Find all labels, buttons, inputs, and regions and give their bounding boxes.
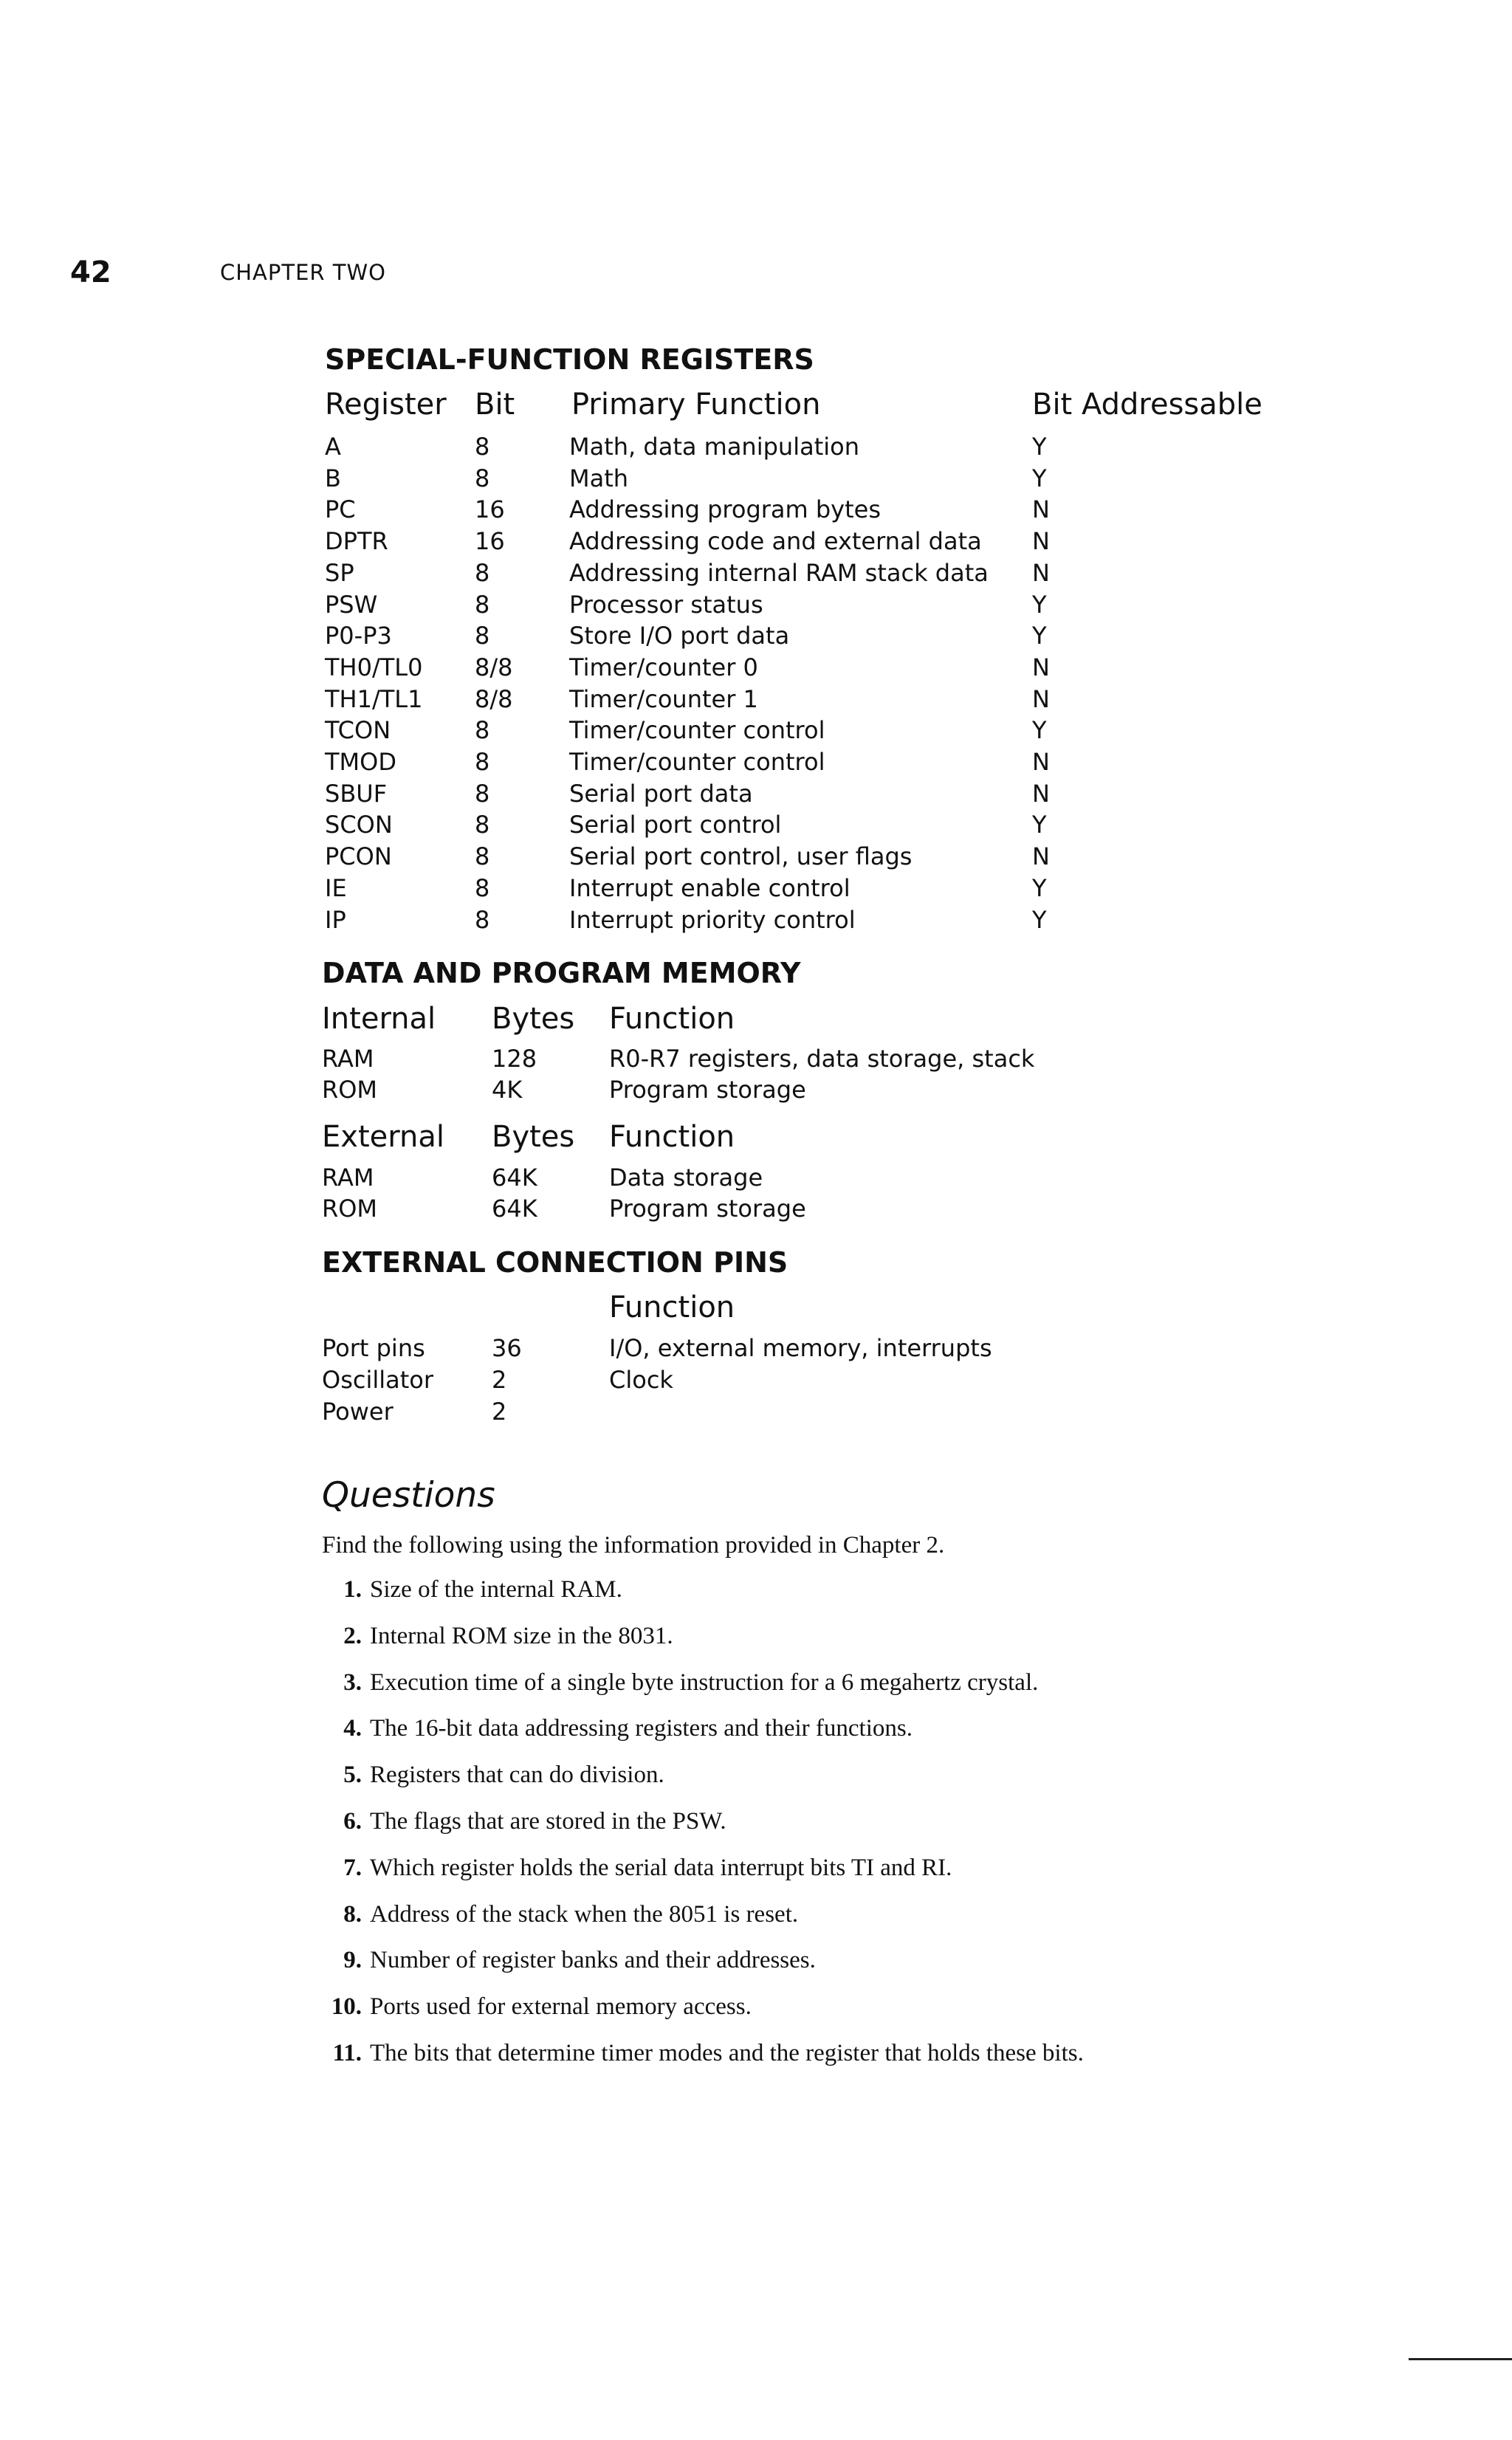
question-item (0, 1855, 1512, 1891)
pin-function: I/O, external memory, interrupts (609, 1334, 992, 1362)
memory-function: Program storage (609, 1076, 806, 1104)
internal-row (0, 1076, 1512, 1107)
sfr-row (0, 591, 1512, 622)
register-bits: 8/8 (475, 684, 513, 713)
question-text: The bits that determine timer modes and the register that holds these bits. (370, 2040, 1084, 2066)
pin-function: Clock (609, 1366, 673, 1394)
pins-section-title: EXTERNAL CONNECTION PINS (322, 1246, 788, 1279)
memory-kind: RAM (322, 1045, 374, 1073)
register-function: Addressing internal RAM stack data (569, 558, 989, 587)
sfr-row (0, 685, 1512, 717)
chapter-title: CHAPTER TWO (220, 260, 387, 285)
bit-addressable-value: N (1032, 748, 1050, 776)
register-bits: 8 (475, 590, 490, 619)
bit-addressable-value: Y (1032, 811, 1047, 839)
register-function: Math, data manipulation (569, 433, 859, 461)
register-name: TH1/TL1 (325, 684, 423, 713)
question-text: Number of register banks and their addresses. (370, 1947, 816, 1974)
register-name: PC (325, 495, 356, 524)
register-bits: 8/8 (475, 653, 513, 681)
memory-bytes: 64K (492, 1195, 537, 1223)
register-function: Serial port data (569, 779, 753, 808)
memory-function: Data storage (609, 1164, 763, 1192)
question-item (0, 1947, 1512, 1984)
pin-count: 36 (492, 1334, 522, 1362)
question-text: Registers that can do division. (370, 1762, 664, 1789)
sfr-section-title: SPECIAL-FUNCTION REGISTERS (325, 343, 814, 376)
internal-row (0, 1045, 1512, 1076)
register-bits: 16 (475, 527, 505, 556)
register-function: Addressing program bytes (569, 495, 882, 524)
memory-kind: RAM (322, 1164, 374, 1192)
external-row (0, 1164, 1512, 1195)
external-header-bytes: Bytes (492, 1120, 575, 1154)
question-item (0, 1808, 1512, 1845)
bit-addressable-value: N (1032, 653, 1050, 681)
sfr-row (0, 842, 1512, 874)
memory-function: Program storage (609, 1195, 806, 1223)
question-item (0, 1623, 1512, 1660)
memory-section-title: DATA AND PROGRAM MEMORY (322, 957, 801, 989)
bit-addressable-value: Y (1032, 905, 1047, 934)
sfr-row (0, 464, 1512, 496)
question-text: Address of the stack when the 8051 is reset. (370, 1900, 799, 1928)
memory-bytes: 64K (492, 1164, 537, 1192)
register-bits: 8 (475, 622, 490, 650)
question-item (0, 1993, 1512, 2030)
register-bits: 8 (475, 873, 490, 902)
external-header-kind: External (322, 1120, 444, 1154)
pin-row (0, 1334, 1512, 1366)
register-function: Timer/counter control (569, 748, 825, 776)
question-text: Internal ROM size in the 8031. (370, 1622, 673, 1649)
register-bits: 8 (475, 558, 490, 587)
internal-header-kind: Internal (322, 1002, 436, 1036)
register-function: Processor status (569, 590, 763, 619)
bit-addressable-value: Y (1032, 590, 1047, 619)
register-bits: 8 (475, 464, 490, 492)
bit-addressable-value: Y (1032, 622, 1047, 650)
pin-row (0, 1398, 1512, 1429)
sfr-header-bit: Bit (475, 388, 515, 422)
sfr-row (0, 716, 1512, 748)
register-name: PSW (325, 590, 378, 619)
question-item (0, 1901, 1512, 1938)
pin-name: Port pins (322, 1334, 425, 1362)
register-function: Interrupt priority control (569, 905, 856, 934)
sfr-row (0, 748, 1512, 780)
register-name: SCON (325, 811, 393, 839)
sfr-header-bit-addressable: Bit Addressable (1032, 388, 1262, 422)
question-text: The flags that are stored in the PSW. (370, 1808, 726, 1835)
register-name: TMOD (325, 748, 396, 776)
register-name: PCON (325, 842, 392, 871)
register-bits: 16 (475, 495, 505, 524)
sfr-row (0, 495, 1512, 527)
page-edge-rule (1409, 2358, 1512, 2360)
register-name: IP (325, 905, 346, 934)
page-number: 42 (70, 255, 111, 289)
question-number: 9. (343, 1947, 362, 1974)
pins-header-function: Function (609, 1291, 735, 1324)
register-name: IE (325, 873, 347, 902)
question-text: Ports used for external memory access. (370, 1993, 752, 2021)
pin-row (0, 1366, 1512, 1398)
register-function: Store I/O port data (569, 622, 790, 650)
question-text: Execution time of a single byte instruction for a 6 megahertz crystal. (370, 1669, 1039, 1696)
register-name: B (325, 464, 341, 492)
register-function: Timer/counter 0 (569, 653, 758, 681)
question-text: Which register holds the serial data interrupt bits TI and RI. (370, 1854, 952, 1881)
sfr-row (0, 527, 1512, 559)
register-function: Timer/counter control (569, 716, 825, 745)
question-text: Size of the internal RAM. (370, 1576, 622, 1603)
sfr-row (0, 433, 1512, 464)
question-number: 4. (343, 1715, 362, 1742)
sfr-row (0, 811, 1512, 842)
register-bits: 8 (475, 811, 490, 839)
questions-intro: Find the following using the information provided in Chapter 2. (322, 1532, 945, 1558)
questions-title: Questions (322, 1475, 495, 1516)
sfr-header-register: Register (325, 388, 447, 422)
bit-addressable-value: Y (1032, 716, 1047, 745)
sfr-row (0, 906, 1512, 938)
register-bits: 8 (475, 433, 490, 461)
bit-addressable-value: N (1032, 527, 1050, 556)
register-bits: 8 (475, 905, 490, 934)
bit-addressable-value: N (1032, 842, 1050, 871)
internal-header-bytes: Bytes (492, 1002, 575, 1036)
pin-name: Power (322, 1398, 394, 1426)
memory-kind: ROM (322, 1195, 378, 1223)
memory-kind: ROM (322, 1076, 378, 1104)
bit-addressable-value: Y (1032, 873, 1047, 902)
bit-addressable-value: N (1032, 684, 1050, 713)
register-name: SP (325, 558, 354, 587)
question-text: The 16-bit data addressing registers and their functions. (370, 1715, 913, 1742)
register-bits: 8 (475, 779, 490, 808)
pin-name: Oscillator (322, 1366, 434, 1394)
memory-bytes: 128 (492, 1045, 537, 1073)
register-name: TH0/TL0 (325, 653, 423, 681)
pin-count: 2 (492, 1366, 507, 1394)
question-number: 2. (343, 1622, 362, 1649)
register-bits: 8 (475, 716, 490, 745)
memory-function: R0-R7 registers, data storage, stack (609, 1045, 1035, 1073)
question-number: 5. (343, 1762, 362, 1789)
question-number: 6. (343, 1808, 362, 1835)
bit-addressable-value: N (1032, 779, 1050, 808)
question-number: 8. (343, 1900, 362, 1928)
question-item (0, 1576, 1512, 1613)
question-item (0, 2040, 1512, 2077)
internal-header-function: Function (609, 1002, 735, 1036)
sfr-header-function: Primary Function (571, 388, 821, 422)
register-function: Interrupt enable control (569, 873, 850, 902)
register-name: P0-P3 (325, 622, 392, 650)
bit-addressable-value: Y (1032, 464, 1047, 492)
register-name: DPTR (325, 527, 388, 556)
question-item (0, 1762, 1512, 1798)
register-name: SBUF (325, 779, 388, 808)
question-number: 10. (331, 1993, 362, 2021)
register-function: Serial port control (569, 811, 782, 839)
register-function: Timer/counter 1 (569, 684, 758, 713)
bit-addressable-value: N (1032, 558, 1050, 587)
bit-addressable-value: N (1032, 495, 1050, 524)
bit-addressable-value: Y (1032, 433, 1047, 461)
register-function: Serial port control, user flags (569, 842, 913, 871)
register-name: A (325, 433, 341, 461)
memory-bytes: 4K (492, 1076, 523, 1104)
external-row (0, 1195, 1512, 1226)
sfr-row (0, 874, 1512, 906)
sfr-row (0, 780, 1512, 811)
external-header-function: Function (609, 1120, 735, 1154)
sfr-row (0, 653, 1512, 685)
question-number: 1. (343, 1576, 362, 1603)
question-number: 7. (343, 1854, 362, 1881)
question-item (0, 1669, 1512, 1706)
question-number: 11. (332, 2040, 362, 2066)
register-name: TCON (325, 716, 391, 745)
question-number: 3. (343, 1669, 362, 1696)
sfr-row (0, 559, 1512, 591)
register-function: Addressing code and external data (569, 527, 982, 556)
pin-count: 2 (492, 1398, 507, 1426)
question-item (0, 1715, 1512, 1752)
register-bits: 8 (475, 842, 490, 871)
register-bits: 8 (475, 748, 490, 776)
register-function: Math (569, 464, 629, 492)
sfr-row (0, 622, 1512, 653)
